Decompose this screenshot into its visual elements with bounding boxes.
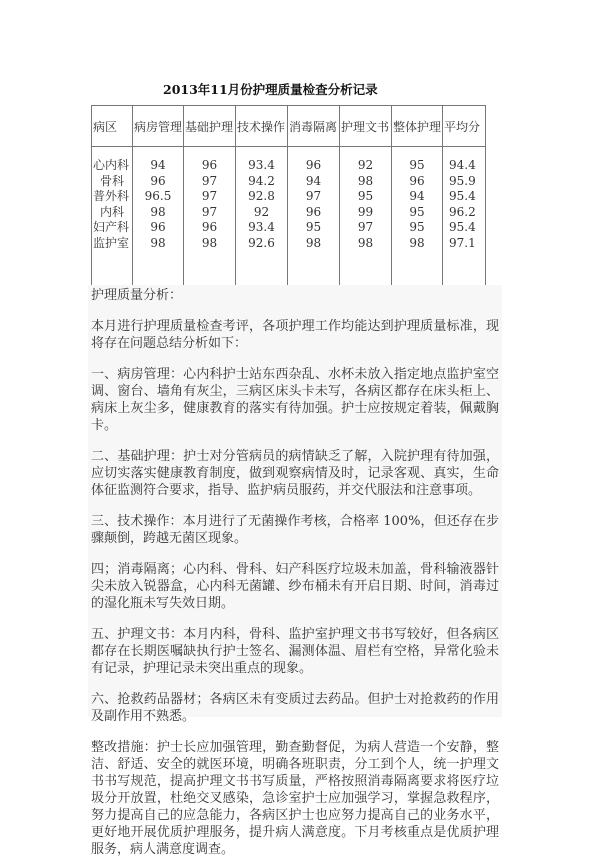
- score-cell: 95: [409, 204, 425, 219]
- header-technical-operation: 技术操作: [236, 106, 288, 147]
- score-cell: 98: [357, 235, 374, 250]
- score-cell: 92: [253, 204, 270, 219]
- average-cell: 95.4: [449, 189, 476, 203]
- header-ward: 病区: [92, 106, 133, 147]
- technical-operation-column: [236, 147, 288, 295]
- score-cell: 96: [305, 204, 322, 219]
- score-cell: 96: [201, 220, 218, 234]
- analysis-heading: 护理质量分析：: [91, 288, 183, 303]
- score-cell: 99: [357, 204, 374, 219]
- ward-cell: 心内科: [93, 158, 130, 172]
- table-header-row: [92, 106, 486, 147]
- score-cell: 95: [409, 220, 425, 234]
- score-cell: 95: [357, 189, 374, 203]
- score-cell: 98: [305, 235, 322, 250]
- header-ward-management: 病房管理: [133, 106, 184, 147]
- header-basic-nursing: 基础护理: [184, 106, 236, 147]
- score-cell: 96: [409, 173, 425, 188]
- score-cell: 95: [409, 158, 425, 172]
- score-cell: 97: [201, 189, 218, 203]
- score-cell: 96: [150, 173, 166, 188]
- score-cell: 95: [305, 220, 322, 234]
- header-holistic-nursing: 整体护理: [392, 106, 443, 147]
- average-cell: 96.2: [449, 204, 476, 219]
- average-cell: 94.4: [449, 158, 476, 172]
- header-average: 平均分: [443, 106, 486, 147]
- ward-cell: 骨科: [100, 173, 125, 188]
- ward-cell: 监护室: [93, 235, 130, 250]
- score-cell: 98: [357, 173, 374, 188]
- score-cell: 94.2: [248, 173, 275, 188]
- score-cell: 92.8: [248, 189, 275, 203]
- section-technical-operation: 三、技术操作：本月进行了无菌操作考核，合格率 100%，但还存在步骤颠倒，跨越无菌区现象。: [91, 514, 499, 546]
- score-cell: 93.4: [248, 220, 275, 234]
- quality-score-table: [91, 105, 486, 295]
- score-cell: 94: [409, 189, 425, 203]
- ward-column: [92, 147, 133, 295]
- score-cell: 92: [357, 158, 374, 172]
- header-nursing-documents: 护理文书: [340, 106, 392, 147]
- ward-management-column: [133, 147, 184, 295]
- section-emergency-drugs: 六、抢救药品器材；各病区未有变质过去药品。但护士对抢救药的作用及副作用不熟悉。: [91, 692, 499, 724]
- score-cell: 97: [201, 204, 218, 219]
- average-column: [443, 147, 486, 295]
- score-cell: 97: [357, 220, 374, 234]
- section-nursing-documents: 五、护理文书：本月内科，骨科、监护室护理文书书写较好，但各病区都存在长期医嘱缺执行护士签名、漏测体温、眉栏有空格，异常化验未有记录，护理记录未突出重点的现象。: [91, 627, 499, 676]
- score-cell: 94: [305, 173, 322, 188]
- analysis-section: [88, 285, 502, 857]
- analysis-intro: 本月进行护理质量检查考评，各项护理工作均能达到护理质量标准，现将存在问题总结分析如下：: [91, 319, 499, 351]
- score-cell: 96: [201, 158, 218, 172]
- rectification-measures: 整改措施：护士长应加强管理，勤查勤督促，为病人营造一个安静，整洁、舒适、安全的就医环境，明确各班职责，分工到个人，统一护理文书书写规范，提高护理文书书写质量，严格按照消毒隔离要求将医疗垃圾分开放置，杜绝交叉感染，急诊室护士应加强学习，掌握急救程序，努力提高自己的应急能力，各病区护士也应努力提高自己的业务水平，更好地开展优质护理服务，提升病人满意度。下月考核重点是优质护理服务，病人满意度调查。: [91, 740, 499, 857]
- average-cell: 95.9: [449, 173, 476, 188]
- document-title: 2013年11月份护理质量检查分析记录: [163, 82, 378, 97]
- score-cell: 98: [409, 235, 425, 250]
- header-disinfection-isolation: 消毒隔离: [288, 106, 340, 147]
- ward-cell: 妇产科: [93, 220, 130, 234]
- score-cell: 94: [150, 158, 166, 172]
- ward-cell: 内科: [100, 204, 125, 219]
- disinfection-isolation-column: [288, 147, 340, 295]
- score-cell: 98: [150, 235, 166, 250]
- average-cell: 95.4: [449, 220, 476, 234]
- nursing-documents-column: [340, 147, 392, 295]
- score-cell: 93.4: [248, 158, 275, 172]
- score-cell: 97: [201, 173, 218, 188]
- average-cell: 97.1: [449, 235, 476, 250]
- score-cell: 97: [305, 189, 322, 203]
- score-cell: 98: [150, 204, 166, 219]
- section-ward-management: 一、病房管理：心内科护士站东西杂乱、水杯未放入指定地点监护室空调、窗台、墙角有灰尘，三病区床头卡未写，各病区都存在床头柜上、病床上灰尘多，健康教育的落实有待加强。护士应按规定着装，佩戴胸卡。: [91, 367, 499, 433]
- holistic-nursing-column: [392, 147, 443, 295]
- section-basic-nursing: 二、基础护理：护士对分管病员的病情缺乏了解，入院护理有待加强，应切实落实健康教育制度，做到观察病情及时，记录客观、真实，生命体征监测符合要求，指导、监护病员服药，并交代服法和注意事项。: [91, 449, 499, 498]
- table-body-row: [92, 147, 486, 295]
- score-cell: 92.6: [248, 235, 275, 250]
- ward-cell: 普外科: [93, 189, 130, 203]
- score-cell: 96.5: [144, 189, 172, 203]
- score-cell: 96: [150, 220, 166, 234]
- basic-nursing-column: [184, 147, 236, 295]
- score-cell: 98: [201, 235, 218, 250]
- section-disinfection-isolation: 四；消毒隔离；心内科、骨科、妇产科医疗垃圾未加盖，骨科输液器针尖未放入锐器盒，心内科无菌罐、纱布桶未有开启日期、时间，消毒过的湿化瓶未写失效日期。: [91, 562, 499, 611]
- score-cell: 96: [305, 158, 322, 172]
